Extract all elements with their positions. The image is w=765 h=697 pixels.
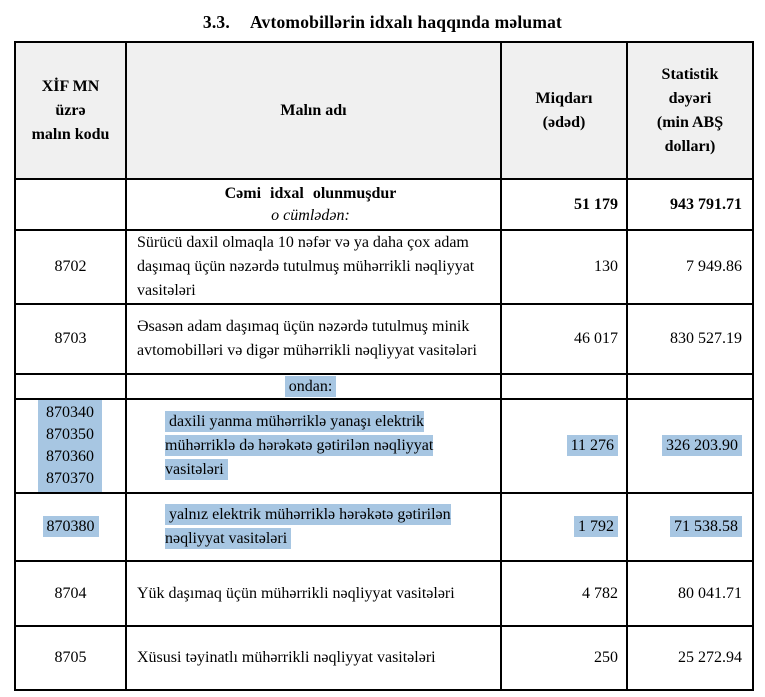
row-name-cell xyxy=(126,493,501,561)
row-codes-cell xyxy=(15,399,126,493)
row-quantity: 130 xyxy=(501,230,627,304)
row-name-highlighted: yalnız elektrik mühərriklə hərəkətə gətirilən nəqliyyat vasitələri xyxy=(165,506,451,547)
row-quantity: 4 782 xyxy=(501,561,627,626)
row-code: 8702 xyxy=(15,230,126,304)
row-value xyxy=(627,374,753,399)
row-code xyxy=(15,374,126,399)
row-value: 830 527.19 xyxy=(627,304,753,374)
row-value-highlighted: 326 203.90 xyxy=(662,435,742,456)
row-name: Əsasən adam daşımaq üçün nəzərdə tutulmuş minik avtomobilləri və digər mühərrikli nəqliyyat vasitələri xyxy=(137,318,477,359)
row-name: Yük daşımaq üçün mühərrikli nəqliyyat vasitələri xyxy=(137,584,455,602)
row-quantity-cell xyxy=(501,399,627,493)
ondan-label-highlighted: ondan: xyxy=(285,376,337,397)
row-name-highlighted: daxili yanma mühərriklə yanaşı elektrik mühərriklə də hərəkətə gətirilən nəqliyyat vasitələri xyxy=(165,413,434,478)
row-quantity-highlighted: 11 276 xyxy=(567,435,618,456)
row-code: 8704 xyxy=(15,561,126,626)
col-header-name: Malın adı xyxy=(126,42,501,179)
table-row-electric-vehicles xyxy=(15,493,753,561)
table-row-8704 xyxy=(15,561,753,626)
table-row-8705 xyxy=(15,626,753,690)
row-value-cell xyxy=(627,399,753,493)
total-sublabel: o cümlədən: xyxy=(271,206,350,224)
table-row-hybrid-vehicles xyxy=(15,399,753,493)
row-name-wrap xyxy=(137,410,457,482)
row-name-cell xyxy=(126,626,501,690)
col-header-quantity: Miqdarı (ədəd) xyxy=(501,42,627,179)
row-value-cell xyxy=(627,493,753,561)
row-codes-highlighted: 870340 870350 870360 870370 xyxy=(38,400,102,492)
section-title-text: Avtomobillərin idxalı haqqında məlumat xyxy=(249,12,563,32)
table-row-8703 xyxy=(15,304,753,374)
row-name-cell xyxy=(126,374,501,399)
row-code: 8703 xyxy=(15,304,126,374)
row-code: 8705 xyxy=(15,626,126,690)
row-name-cell xyxy=(126,399,501,493)
section-number: 3.3. xyxy=(202,12,230,32)
row-value-highlighted: 71 538.58 xyxy=(670,516,742,537)
table-row-total xyxy=(15,179,753,230)
total-quantity: 51 179 xyxy=(501,179,627,230)
row-name-wrap xyxy=(137,503,467,551)
row-quantity xyxy=(501,374,627,399)
row-quantity-cell xyxy=(501,493,627,561)
row-value: 25 272.94 xyxy=(627,626,753,690)
row-code-cell xyxy=(15,493,126,561)
row-value: 80 041.71 xyxy=(627,561,753,626)
row-name: Sürücü daxil olmaqla 10 nəfər və ya daha çox adam daşımaq üçün nəzərdə tutulmuş mühərrikli nəqliyyat vasitələri xyxy=(137,234,475,299)
table-row-ondan xyxy=(15,374,753,399)
total-value: 943 791.71 xyxy=(627,179,753,230)
table-row-8702 xyxy=(15,230,753,304)
section-title xyxy=(0,12,765,33)
row-quantity: 46 017 xyxy=(501,304,627,374)
row-value: 7 949.86 xyxy=(627,230,753,304)
row-name-cell xyxy=(126,561,501,626)
row-name: Xüsusi təyinatlı mühərrikli nəqliyyat vasitələri xyxy=(137,649,436,666)
total-name-cell xyxy=(126,179,501,230)
col-header-code: XİF MN üzrə malın kodu xyxy=(15,42,126,179)
row-code-highlighted: 870380 xyxy=(43,516,99,537)
row-quantity-highlighted: 1 792 xyxy=(574,516,618,537)
row-name-cell xyxy=(126,230,501,304)
row-quantity: 250 xyxy=(501,626,627,690)
total-label: Cəmi idxal olunmuşdur xyxy=(224,184,397,202)
row-name-cell xyxy=(126,304,501,374)
col-header-value: Statistik dəyəri (min ABŞ dolları) xyxy=(627,42,753,179)
total-code-cell xyxy=(15,179,126,230)
imports-table xyxy=(14,41,754,691)
table-header-row xyxy=(15,42,753,179)
